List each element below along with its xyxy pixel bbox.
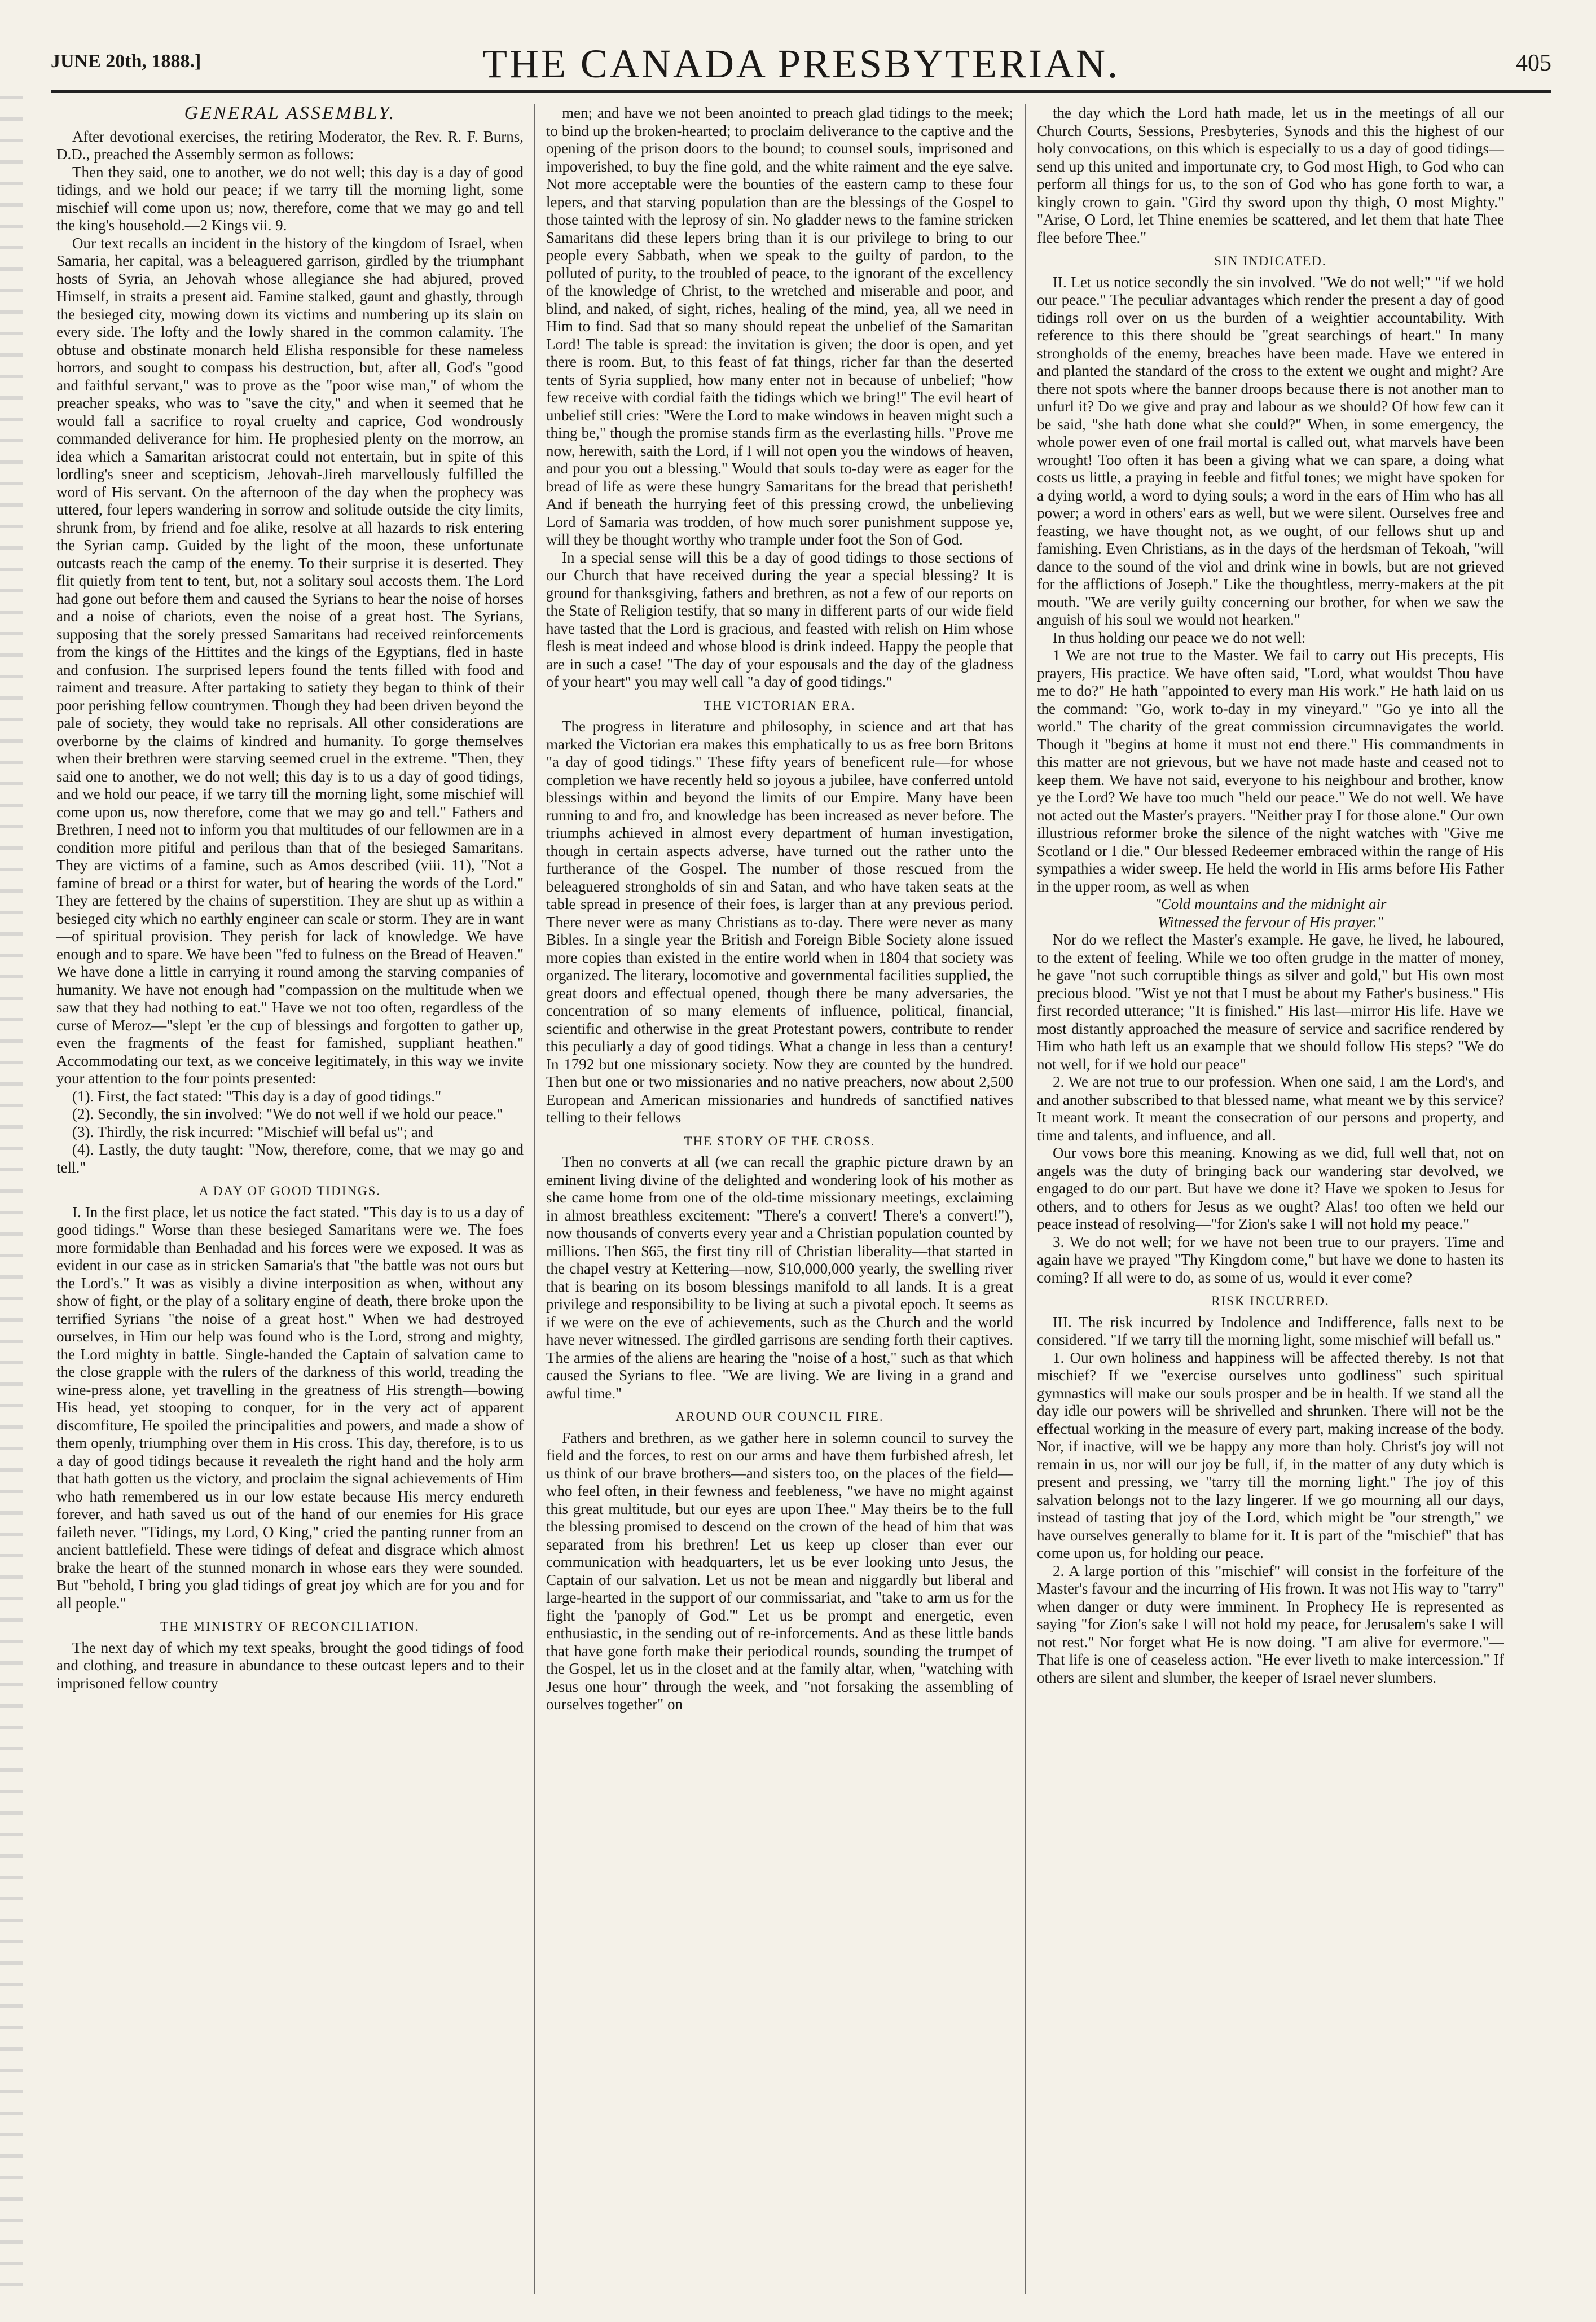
paragraph: The progress in literature and philosophy, in science and art that has marked the Victorian era makes this emphatically to us as free born Britons "a day of good tidings." These fifty years of beneficent rule—for whose completion we have recently held so joyous a jubilee, have conferred untold blessings within and beyond the limits of our Empire. Many have been running to and fro, and knowledge has been increased as never before. The triumphs achieved in almost every department of human investigation, though in certain aspects adverse, have turned out the rather unto the furtherance of the Gospel. The number of those rescued from the beleaguered strongholds of sin and Satan, and who have taken seats at the table spread in presence of their foes, is larger than at any previous period. There never were as many Christians as to-day. There were never as many Bibles. In a single year the British and Foreign Bible Society alone issued more copies than existed in the entire world when in 1804 that society was organized. The literary, locomotive and governmental facilities supplied, the great doors and effectual opened, though there be many adversaries, the concentration of so many elements of influence, political, financial, scientific and otherwise in the great Protestant powers, contribute to render this peculiarly a day of good tidings. What a change in less than a century! In 1792 but one missionary society. Now they are counted by the hundred. Then but one or two missionaries and no native preachers, now about 2,500 European and American missionaries and hundreds of sanctified natives telling to their fellows <box>546 718 1013 1126</box>
paragraph: After devotional exercises, the retiring Moderator, the Rev. R. F. Burns, D.D., preached the Assembly sermon as follows: <box>56 128 524 163</box>
paragraph: the day which the Lord hath made, let us in the meetings of all our Church Courts, Sessions, Presbyteries, Synods and this the highest of our holy convocations, on this which is especially to us a day of good tidings—send up this united and importunate cry, to God most High, to God who can perform all things for us, to the son of God who has gone forth to war, a kingly crown to gain. "Gird thy sword upon thy thigh, O most Mighty." "Arise, O Lord, let Thine enemies be scattered, and let them that hate Thee flee before Thee." <box>1037 104 1504 246</box>
section-heading: THE VICTORIAN ERA. <box>704 698 856 713</box>
paragraph: 2. A large portion of this "mischief" will consist in the forfeiture of the Master's favour and the incurring of His frown. It was not His way to "tarry" when danger or duty were imminent. In Prophecy He is represented as saying "for Zion's sake I will not hold my peace, for Jerusalem's sake I will not rest." Nor forget what He is now doing. "I am alive for evermore."—That life is one of ceaseless action. "He ever liveth to make intercession." If others are silent and slumber, the keeper of Israel never slumbers. <box>1037 1562 1504 1686</box>
paragraph: Fathers and brethren, as we gather here in solemn council to survey the field and the forces, to rest on our arms and have them furbished afresh, let us think of our brave brothers—and sisters too, on the places of the field—who feel often, in their fewness and feebleness, "we have no might against this great multitude, but our eyes are upon Thee." May theirs be to the full the blessing promised to descend on the crown of the head of him that was separated from his brethren! Let us keep up closer than ever our communication with headquarters, let us be ever looking unto Jesus, the Captain of our salvation. Let us not be mean and niggardly but liberal and large-hearted in the support of our commissariat, and "take to arm us for the fight the 'panoply of God.'" Let us be prompt and energetic, even enthusiastic, in the sending out of re-inforcements. And as these little bands that have gone forth make their periodical rounds, sounding the trumpet of the Gospel, let us in the closet and at the family altar, when, "watching with Jesus one hour" through the week, and "not forsaking the assembling of ourselves together" on <box>546 1429 1013 1713</box>
paragraph: Our vows bore this meaning. Knowing as we did, full well that, not on angels was the duty of bringing back our wandering star devolved, we engaged to do our part. But have we done it? Have we spoken to Jesus for others, and to others for Jesus as we ought? Alas! too often we held our peace instead of resolving—"for Zion's sake I will not hold my peace." <box>1037 1144 1504 1232</box>
paragraph: (1). First, the fact stated: "This day is a day of good tidings." <box>72 1087 442 1105</box>
paragraph: 1 We are not true to the Master. We fail to carry out His precepts, His prayers, His practice. We have often said, "Lord, what wouldst Thou have me to do?" He hath "appointed to every man His work." He hath laid on us the command: "Go, work to-day in my vineyard." "Go ye into all the world." The charity of the great commission circumnavigates the world. Though it "begins at home it must not end there." His commandments in this matter are not grievous, but we have not made haste and ceased not to keep them. We have not said, everyone to his neighbour and brother, know ye the Lord? We have too much "held our peace." We do not well. We have not acted out the Master's prayers. "Neither pray I for those alone." Our own illustrious reformer broke the silence of the night watches with "Give me Scotland or I die." Our blessed Redeemer embraced within the range of His sympathies a wider sweep. He held the world in His arms before His Father in the upper room, as well as when <box>1037 647 1504 895</box>
article-column-2 <box>546 104 1013 2294</box>
article-title: GENERAL ASSEMBLY. <box>184 104 396 124</box>
left-margin-bleed <box>0 96 23 2297</box>
paragraph: Our text recalls an incident in the history of the kingdom of Israel, when Samaria, her capital, was a beleaguered garrison, girdled by the triumphant hosts of Syria, an Jehovah whose allegiance she had abjured, proved Himself, in straits a present aid. Famine stalked, gaunt and ghastly, through the besieged city, mowing down its victims and numbering up its slain on every side. The lofty and the lowly shared in the common calamity. The obtuse and obstinate monarch held Elisha responsible for these nameless horrors, and sought to compass his destruction, but, after all, God's "good and faithful servant," was to prove as the "poor wise man," of whom the preacher speaks, who was to "save the city," and when it seemed that he would fall a sacrifice to royal cruelty and caprice, God wondrously commanded deliverance for him. He prophesied plenty on the morrow, an idea which a Samaritan aristocrat could not entertain, but in spite of this lordling's sneer and scepticism, Jehovah-Jireh marvellously fulfilled the word of His servant. On the afternoon of the day when the prophecy was uttered, four lepers wandering in sorrow and solitude outside the city limits, shrunk from, by friend and foe alike, resolve at all hazards to risk entering the Syrian camp. Guided by the light of the moon, these unfortunate outcasts reach the camp of the enemy. To their surprise it is deserted. They flit quietly from tent to tent, but, not a solitary soul accosts them. The Lord had gone out before them and caused the Syrians to hear the noise of horses and a noise of chariots, even the noise of a great host. The Syrians, supposing that the sorely pressed Samaritans had received reinforcements from the kings of the Hittites and the kings of the Egyptians, fled in haste and confusion. The surprised lepers found the tents filled with food and raiment and treasure. After partaking to satiety they began to think of their poor perishing fellow countrymen. Though they had been driven beyond the pale of society, they would take no reprisals. All other considerations are overborne by the claims of kindred and humanity. To gorge themselves when their brethren were starving seemed cruel in the extreme. "Then, they said one to another, we do not well; this day is to us a day of good tidings, and we hold our peace, if we tarry till the morning light, some mischief will come upon us, now therefore, come that we may go and tell." Fathers and Brethren, I need not to inform you that multitudes of our fellowmen are in a condition more pitiful and perilous than that of the besieged Samaritans. They are victims of a famine, such as Amos described (viii. 11), "Not a famine of bread or a thirst for water, but of hearing the words of the Lord." They are fettered by the chains of superstition. They are shut up as within a besieged city which no earthly engineer can scale or storm. They are in want—of spiritual provision. They perish for lack of knowledge. We have enough and to spare. We have been "fed to fulness on the Bread of Heaven." We have done a little in carrying it round among the starving companies of humanity. We have not enough had "compassion on the multitude when we saw that they had nothing to eat." Have we not too often, regardless of the curse of Meroz—"slept 'er the cup of blessings and forgotten to gather up, even the fragments of the feast for famished, suppliant heathen." Accommodating our text, as we conceive legitimately, in this way we invite your attention to the four points presented: <box>56 234 524 1087</box>
paragraph: men; and have we not been anointed to preach glad tidings to the meek; to bind up the broken-hearted; to proclaim deliverance to the captive and the opening of the prison doors to the bound; to counsel souls, imprisoned and impoverished, to buy the fine gold, and the white raiment and the eye salve. Not more acceptable were the bounties of the eastern camp to these four lepers, and that starving population than are the blessings of the Gospel to those tainted with the leprosy of sin. No gladder news to the famine stricken Samaritans did these lepers bring than it is our privilege to bring to our people every Sabbath, when we speak to the guilty of pardon, to the polluted of purity, to the troubled of peace, to the ignorant of the excellency of the knowledge of Christ, to the wretched and miserable and poor, and blind, and naked, of sight, riches, healing of the mind, yea, all we need in Him to find. Sad that so many should repeat the unbelief of the Samaritan Lord! The table is spread: the invitation is given; the door is open, and yet there is room. But, to this feast of fat things, richer far than the deserted tents of Syria supplied, how many enter not in because of unbelief; "how few receive with cordial faith the tidings which we bring!" The evil heart of unbelief still cries: "Were the Lord to make windows in heaven might such a thing be," though the promise stands firm as the everlasting hills. "Prove me now, herewith, saith the Lord, if I will not open you the windows of heaven, and pour you out a blessing." Would that souls to-day were as eager for the bread of life as were these hungry Samaritans for the bread that perisheth! And if beneath the hurrying feet of this pressing crowd, the unbelieving Lord of Samaria was trodden, of how much sorer punishment suppose ye, will they be thought worthy who trample under foot the Son of God. <box>546 104 1013 548</box>
column-rule <box>534 104 535 2294</box>
paragraph: 2. We are not true to our profession. When one said, I am the Lord's, and and another subscribed to that blessed name, what meant we by this service? It meant work. It meant the consecration of our persons and property, and time and talents, and influence, and all. <box>1037 1073 1504 1144</box>
verse-line: "Cold mountains and the midnight air <box>1154 896 1387 912</box>
article-column-3 <box>1037 104 1504 2294</box>
section-heading: THE MINISTRY OF RECONCILIATION. <box>160 1619 420 1634</box>
paragraph: III. The risk incurred by Indolence and Indifference, falls next to be considered. "If we tarry till the morning light, some mischief will befall us." <box>1037 1313 1504 1348</box>
paragraph: Then no converts at all (we can recall the graphic picture drawn by an eminent living divine of the delighted and wondering look of his mother as she came home from one of the old-time missionary meetings, exclaiming in almost breathless excitement: "There's a convert! There's a convert!"), now thousands of converts every year and a Christian population counted by millions. Then $65, the first tiny rill of Christian liberality—that started in the chapel vestry at Kettering—now, $10,000,000 yearly, the swelling river that is bearing on its bosom blessings manifold to all lands. It is a great privilege and responsibility to be living at such a pivotal epoch. It seems as if we were on the eve of achievements, such as the Church and the world have never witnessed. The girdled garrisons are sending forth their captives. The armies of the aliens are hearing the "noise of a host," such as that which caused the Syrians to flee. "We are living. We are living in a grand and awful time." <box>546 1153 1013 1402</box>
section-heading: THE STORY OF THE CROSS. <box>684 1134 876 1148</box>
paragraph: (2). Secondly, the sin involved: "We do not well if we hold our peace." <box>72 1105 503 1122</box>
paragraph: The next day of which my text speaks, brought the good tidings of food and clothing, and treasure in abundance to these outcast lepers and to their imprisoned fellow country <box>56 1639 524 1692</box>
section-heading: AROUND OUR COUNCIL FIRE. <box>675 1410 884 1424</box>
paragraph: (4). Lastly, the duty taught: "Now, therefore, come, that we may go and tell." <box>56 1141 524 1176</box>
paragraph: 1. Our own holiness and happiness will be affected thereby. Is not that mischief? If we "exercise ourselves unto godliness" such spiritual gymnastics will make our souls prosper and be in health. If we stand all the day idle our powers will be shrivelled and shrunken. There will not be the effectual working in the measure of every part, making increase of the body. Nor, if inactive, will we be happy any more than holy. Christ's joy will not remain in us, nor will our joy be full, if, in the matter of any duty which is present and pressing, we "tarry till the morning light." The joy of this salvation belongs not to the lazy lingerer. If we go mourning all our days, instead of tasting that joy of the Lord, which might be "our strength," we have ourselves generally to blame for it. It is part of the "mischief" that has come upon us, for holding our peace. <box>1037 1349 1504 1561</box>
section-heading: A DAY OF GOOD TIDINGS. <box>199 1184 381 1198</box>
paragraph: Then they said, one to another, we do not well; this day is a day of good tidings, and we hold our peace; if we tarry till the morning light, some mischief will come upon us; now, therefore, come that we may go and tell the king's household.—2 Kings vii. 9. <box>56 163 524 234</box>
column-rule <box>1025 104 1026 2294</box>
paragraph: In thus holding our peace we do not well: <box>1053 629 1306 646</box>
page-number: 405 <box>1516 50 1551 76</box>
paragraph: Nor do we reflect the Master's example. He gave, he lived, he laboured, to the extent of feeling. While we too often grudge in the matter of money, he gave "not such corruptible things as silver and gold," but His own most precious blood. "Wist ye not that I must be about my Father's business." His first recorded utterance; "It is finished." His last—mirror His life. Have we most distantly approached the measure of service and sacrifice rendered by Him who hath left us an example that we should follow His steps? "We do not well, for if we hold our peace" <box>1037 931 1504 1073</box>
paragraph: In a special sense will this be a day of good tidings to those sections of our Church that have received during the year a special blessing? It is ground for thanksgiving, fathers and brethren, as not a few of our reports on the State of Religion testify, that so many in different parts of our wide field have tasted that the Lord is gracious, and feasted with relish on Him whose flesh is meat indeed and whose blood is drink indeed. Happy the people that are in such a case! "The day of your espousals and the day of the gladness of your heart" you may well call "a day of good tidings." <box>546 548 1013 690</box>
masthead <box>51 28 1551 93</box>
paragraph: 3. We do not well; for we have not been true to our prayers. Time and again have we prayed "Thy Kingdom come," but have we done to hasten its coming? If all were to do, as some of us, would it ever come? <box>1037 1233 1504 1286</box>
paragraph: (3). Thirdly, the risk incurred: "Mischief will befal us"; and <box>72 1123 433 1140</box>
verse-line: Witnessed the fervour of His prayer." <box>1158 913 1383 930</box>
section-heading: SIN INDICATED. <box>1214 254 1327 268</box>
paragraph: I. In the first place, let us notice the fact stated. "This day is to us a day of good tidings." Worse than these besieged Samaritans were we. The foes more formidable than Benhadad and his forces were we exposed. It was as evident in our case as in stricken Samaria's that "the battle was not ours but the Lord's." It was as visibly a divine interposition as when, without any show of fight, or the play of a solitary engine of death, there broke upon the terrified Syrians "the noise of a great host." When we had destroyed ourselves, in Him our help was found who is the Lord, strong and mighty, the Lord mighty in battle. Single-handed the Captain of salvation came to the close grapple with the rulers of the darkness of this world, treading the wine-press alone, yet travelling in the greatness of His strength—bowing His head, yet stooping to conquer, for in the very act of apparent discomfiture, He spoiled the principalities and powers, and made a show of them openly, triumphing over them in His cross. This day, therefore, is to us a day of good tidings because it revealeth the right hand and the holy arm that hath gotten us the victory, and proclaim the signal achievements of Him who hath remembered us in our low estate because His mercy endureth forever, and hath saved us out of the hand of our enemies for His grace faileth never. "Tidings, my Lord, O King," cried the panting runner from an ancient battlefield. These were tidings of defeat and disgrace which almost brake the heart of the stunned monarch in whose ears they were sounded. But "behold, I bring you glad tidings of great joy which are for you and for all people." <box>56 1203 524 1612</box>
paragraph: II. Let us notice secondly the sin involved. "We do not well;" "if we hold our peace." The peculiar advantages which render the present a day of good tidings roll over on us the burden of a weightier accountability. With reference to this there should be "great searchings of heart." In many strongholds of the enemy, breaches have been made. Have we entered in and planted the standard of the cross to the extent we ought and might? Are there not spots where the banner droops because there is not another man to unfurl it? Do we give and pray and labour as we should? Of how few can it be said, "she hath done what she could?" When, in some emergency, the whole power even of one frail mortal is called out, what marvels have been wrought! Too often it has been a giving what we can spare, a doing what costs us little, a praying in feeble and fitful tones; we might have spoken for a dying world, a word to dying souls; a word in the ears of Him who has all power; a word in others' ears as well, but we were silent. Ourselves free and feasting, we have thought not, as we ought, of our fellows shut up and famishing. Even Christians, as in the days of the herdsman of Tekoah, "will dance to the sound of the viol and drink wine in bowls, but are not grieved for the afflictions of Joseph." Like the thoughtless, merry-makers at the pit mouth. "We are verily guilty concerning our brother, for when we saw the anguish of his soul we would not hearken." <box>1037 273 1504 628</box>
newspaper-title: THE CANADA PRESBYTERIAN. <box>482 41 1120 86</box>
section-heading: RISK INCURRED. <box>1211 1294 1330 1308</box>
article-column-1 <box>56 104 524 2294</box>
issue-date: JUNE 20th, 1888.] <box>51 51 201 72</box>
